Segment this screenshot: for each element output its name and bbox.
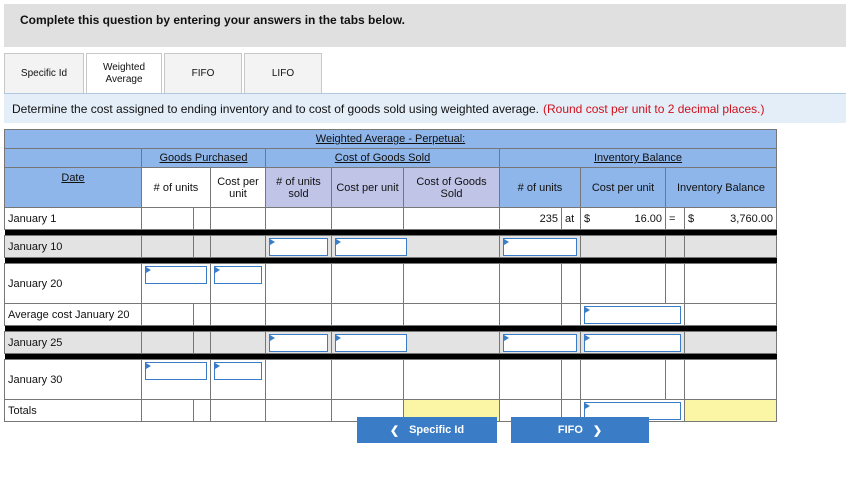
prev-tab-label: Specific Id bbox=[409, 424, 465, 436]
jan25-balance-units-input[interactable] bbox=[503, 334, 577, 352]
row-label: January 10 bbox=[5, 236, 142, 258]
group-inventory-balance: Inventory Balance bbox=[593, 152, 683, 164]
tab-specific-id[interactable]: Specific Id bbox=[4, 53, 84, 93]
row-label: Totals bbox=[5, 400, 142, 422]
header-instruction: Complete this question by entering your answers in the tabs below. bbox=[20, 13, 405, 27]
col-inventory-balance: Inventory Balance bbox=[666, 168, 777, 208]
jan10-units-sold-input[interactable] bbox=[269, 238, 328, 256]
col-date: Date bbox=[61, 172, 85, 184]
jan10-balance-units-input[interactable] bbox=[503, 238, 577, 256]
jan25-balance-cpu-input[interactable] bbox=[584, 334, 681, 352]
tab-lifo[interactable]: LIFO bbox=[244, 53, 322, 93]
col-balance-units: # of units bbox=[500, 168, 581, 208]
col-balance-cpu: Cost per unit bbox=[581, 168, 666, 208]
avg-cost-input[interactable] bbox=[584, 306, 681, 324]
jan1-units: 235 bbox=[500, 208, 562, 230]
jan1-cpu: 16.00 bbox=[634, 212, 662, 225]
row-label: Average cost January 20 bbox=[5, 304, 142, 326]
next-tab-label: FIFO bbox=[557, 424, 583, 436]
rounding-note: (Round cost per unit to 2 decimal places.) bbox=[543, 101, 765, 116]
jan1-eq: = bbox=[666, 208, 685, 230]
table-row bbox=[5, 264, 777, 304]
row-label: January 30 bbox=[5, 360, 142, 400]
jan25-cpu-sold-input[interactable] bbox=[335, 334, 407, 352]
perpetual-table bbox=[4, 129, 777, 422]
chevron-left-icon: ❮ bbox=[389, 424, 400, 437]
col-cogs: Cost of Goods Sold bbox=[404, 168, 500, 208]
jan1-balance: 3,760.00 bbox=[730, 212, 773, 225]
table-row bbox=[5, 208, 777, 230]
table-row bbox=[5, 236, 777, 258]
table-title: Weighted Average - Perpetual: bbox=[315, 133, 466, 145]
question-header bbox=[4, 4, 846, 47]
jan10-cpu-sold-input[interactable] bbox=[335, 238, 407, 256]
jan1-dollar2: $ bbox=[688, 212, 695, 225]
jan1-at: at bbox=[562, 208, 581, 230]
table-row bbox=[5, 304, 777, 326]
row-label: January 20 bbox=[5, 264, 142, 304]
col-units-sold: # of units sold bbox=[266, 168, 332, 208]
table-row bbox=[5, 360, 777, 400]
next-tab-button[interactable] bbox=[511, 417, 649, 443]
chevron-right-icon: ❯ bbox=[592, 424, 603, 437]
tab-fifo[interactable]: FIFO bbox=[164, 53, 242, 93]
jan1-dollar: $ bbox=[584, 212, 591, 225]
prev-tab-button[interactable] bbox=[357, 417, 497, 443]
col-cost-per-unit-purchased: Cost per unit bbox=[211, 168, 266, 208]
jan30-units-purchased-input[interactable] bbox=[145, 362, 207, 380]
jan30-cpu-purchased-input[interactable] bbox=[214, 362, 262, 380]
group-cogs: Cost of Goods Sold bbox=[334, 152, 431, 164]
group-goods-purchased: Goods Purchased bbox=[159, 152, 248, 164]
question-text: Determine the cost assigned to ending inventory and to cost of goods sold using weighted average. bbox=[12, 101, 539, 116]
total-inventory-input[interactable] bbox=[685, 400, 777, 422]
tab-weighted-average[interactable]: Weighted Average bbox=[86, 53, 162, 94]
jan25-units-sold-input[interactable] bbox=[269, 334, 328, 352]
col-units-purchased: # of units bbox=[142, 168, 211, 208]
jan20-units-purchased-input[interactable] bbox=[145, 266, 207, 284]
question-instruction bbox=[4, 93, 846, 123]
col-cost-per-unit-sold: Cost per unit bbox=[332, 168, 404, 208]
jan20-cpu-purchased-input[interactable] bbox=[214, 266, 262, 284]
row-label: January 25 bbox=[5, 332, 142, 354]
table-row bbox=[5, 332, 777, 354]
row-label: January 1 bbox=[5, 208, 142, 230]
